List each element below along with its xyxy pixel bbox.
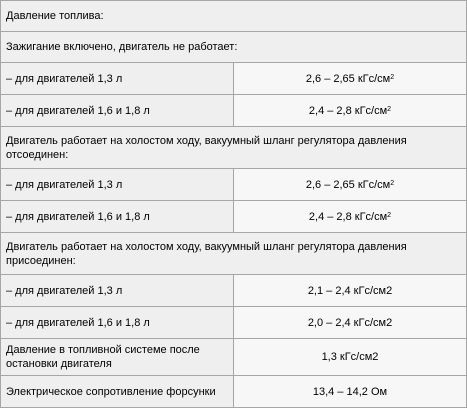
row-label: – для двигателей 1,6 и 1,8 л — [1, 95, 234, 127]
row-value: 13,4 – 14,2 Ом — [234, 376, 467, 408]
value-text: 2,6 – 2,65 кГс/см — [305, 178, 391, 191]
row-value: 2,0 – 2,4 кГс/см2 — [234, 307, 467, 339]
row-value — [234, 63, 467, 95]
section-heading-ignition-on: Зажигание включено, двигатель не работает: — [1, 32, 467, 63]
unit-superscript: 2 — [387, 211, 392, 219]
row-value: 1,3 кГс/см2 — [234, 339, 467, 376]
row-value — [234, 201, 467, 233]
row-label: – для двигателей 1,6 и 1,8 л — [1, 201, 234, 233]
row-value: 2,1 – 2,4 кГс/см2 — [234, 275, 467, 307]
section-heading-row — [1, 233, 467, 275]
row-label: – для двигателей 1,3 л — [1, 63, 234, 95]
value-text: 2,4 – 2,8 кГс/см — [308, 210, 388, 223]
section-heading-idle-hose-connected: Двигатель работает на холостом ходу, вакуумный шланг регулятора давления присоединен: — [1, 233, 467, 275]
row-value — [234, 95, 467, 127]
row-label: – для двигателей 1,6 и 1,8 л — [1, 307, 234, 339]
section-heading-row — [1, 32, 467, 63]
unit-superscript: 2 — [390, 73, 395, 81]
unit-superscript: 2 — [387, 105, 392, 113]
row-label: Давление в топливной системе после остановки двигателя — [1, 339, 234, 376]
row-label: – для двигателей 1,3 л — [1, 275, 234, 307]
table-row — [1, 169, 467, 201]
row-label: Электрическое сопротивление форсунки — [1, 376, 234, 408]
table-row — [1, 376, 467, 408]
table-row — [1, 275, 467, 307]
value-text: 2,6 – 2,65 кГс/см — [305, 72, 391, 85]
table-row — [1, 63, 467, 95]
section-heading-row — [1, 127, 467, 169]
table-row — [1, 307, 467, 339]
table-row — [1, 339, 467, 376]
table-title-row — [1, 1, 467, 32]
row-label: – для двигателей 1,3 л — [1, 169, 234, 201]
row-value — [234, 169, 467, 201]
table-title: Давление топлива: — [1, 1, 467, 32]
section-heading-idle-hose-disconnected: Двигатель работает на холостом ходу, вакуумный шланг регулятора давления отсоединен: — [1, 127, 467, 169]
value-text: 2,4 – 2,8 кГс/см — [308, 104, 388, 117]
table-row — [1, 201, 467, 233]
table-row — [1, 95, 467, 127]
unit-superscript: 2 — [390, 179, 395, 187]
